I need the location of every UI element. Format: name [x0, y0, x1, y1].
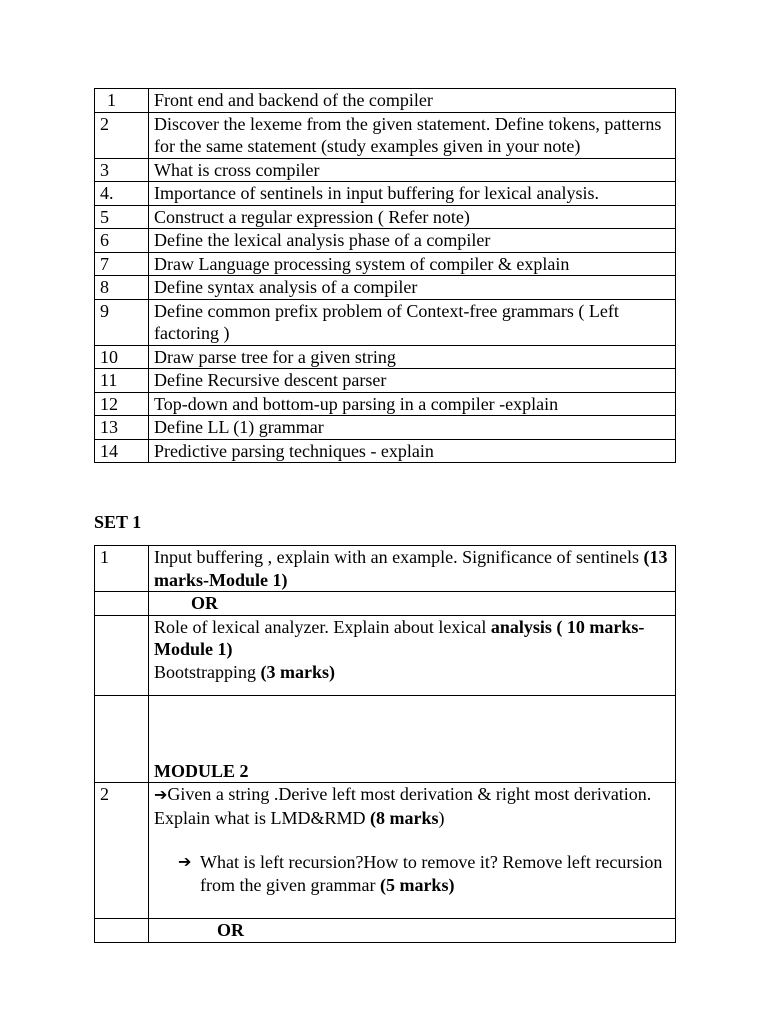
- topic-number: 8: [95, 276, 149, 300]
- question-text: [149, 783, 676, 919]
- topic-text: Importance of sentinels in input buffering for lexical analysis.: [149, 182, 676, 206]
- topic-number: 4.: [95, 182, 149, 206]
- empty-cell: [95, 696, 149, 783]
- question-2-sub-marks: (5 marks): [379, 874, 455, 895]
- topic-number: 14: [95, 439, 149, 463]
- empty-cell: [95, 919, 149, 943]
- question-2-sub-body: What is left recursion?How to remove it? Remove left recursion from the given grammar: [200, 852, 663, 895]
- topic-text: Define the lexical analysis phase of a compiler: [149, 229, 676, 253]
- topic-row: [95, 229, 676, 253]
- or-label: OR: [149, 919, 676, 943]
- arrow-right-icon: ➔: [178, 852, 192, 871]
- question-2-main: [154, 783, 670, 829]
- topic-number: 2: [95, 112, 149, 158]
- arrow-right-icon: ➔: [154, 785, 168, 804]
- question-2-sub-text: [178, 851, 670, 896]
- topic-text: Construct a regular expression ( Refer note): [149, 205, 676, 229]
- question-2-marks: (8 marks: [370, 807, 439, 828]
- topic-number: 3: [95, 158, 149, 182]
- topic-text: Predictive parsing techniques - explain: [149, 439, 676, 463]
- topic-text: Define LL (1) grammar: [149, 416, 676, 440]
- question-text-body: Input buffering , explain with an example. Significance of sentinels: [154, 547, 644, 567]
- topic-text: Define syntax analysis of a compiler: [149, 276, 676, 300]
- topic-number: 10: [95, 345, 149, 369]
- topic-number: 12: [95, 392, 149, 416]
- topic-row: [95, 276, 676, 300]
- topic-number: 11: [95, 369, 149, 393]
- topic-row: [95, 439, 676, 463]
- topics-table-body: [95, 89, 676, 463]
- topic-row: [95, 392, 676, 416]
- alternative-marks: analysis ( 10 marks-Module 1): [154, 616, 645, 659]
- set1-question-2-row: [95, 783, 676, 919]
- question-number: 1: [95, 546, 149, 592]
- topic-row: [95, 158, 676, 182]
- alternative-marks-2: (3 marks): [260, 661, 335, 682]
- set-heading: SET 1: [94, 512, 142, 532]
- empty-cell: [95, 615, 149, 696]
- topic-text: Define Recursive descent parser: [149, 369, 676, 393]
- topic-number: 6: [95, 229, 149, 253]
- topic-text: Front end and backend of the compiler: [149, 89, 676, 113]
- topic-text: Draw Language processing system of compiler & explain: [149, 252, 676, 276]
- alternative-question-text: [149, 615, 676, 696]
- or-label: OR: [149, 592, 676, 616]
- topic-text: Define common prefix problem of Context-free grammars ( Left factoring ): [149, 299, 676, 345]
- topic-text: Top-down and bottom-up parsing in a compiler -explain: [149, 392, 676, 416]
- topic-number: 5: [95, 205, 149, 229]
- question-number: 2: [95, 783, 149, 919]
- topic-row: [95, 345, 676, 369]
- module-cell: [149, 696, 676, 783]
- question-2-marks-close: ): [438, 807, 445, 828]
- topic-row: [95, 182, 676, 206]
- topic-row: [95, 369, 676, 393]
- topics-table: [94, 88, 676, 463]
- alternative-text-c: Bootstrapping: [154, 661, 261, 682]
- set1-or-row: [95, 592, 676, 616]
- set1-question-1-row: [95, 546, 676, 592]
- topic-row: [95, 112, 676, 158]
- topic-number: 1: [95, 89, 149, 113]
- module-label: MODULE 2: [154, 760, 249, 781]
- topic-text: Discover the lexeme from the given statement. Define tokens, patterns for the same statement (study examples given in your note): [149, 112, 676, 158]
- set1-table: [94, 545, 676, 943]
- question-2-sub: [154, 851, 670, 896]
- topic-number: 13: [95, 416, 149, 440]
- topic-text: What is cross compiler: [149, 158, 676, 182]
- topic-number: 9: [95, 299, 149, 345]
- topic-row: [95, 416, 676, 440]
- topic-text: Draw parse tree for a given string: [149, 345, 676, 369]
- topic-number: 7: [95, 252, 149, 276]
- question-marks: (13 marks-Module 1): [154, 547, 668, 590]
- set1-alternative-row: [95, 615, 676, 696]
- topic-row: [95, 205, 676, 229]
- alternative-text-a: Role of lexical analyzer. Explain about lexical: [154, 616, 491, 637]
- set1-or-row-2: [95, 919, 676, 943]
- topic-row: [95, 89, 676, 113]
- question-text: [149, 546, 676, 592]
- empty-cell: [95, 592, 149, 616]
- question-2-text: Given a string .Derive left most derivation & right most derivation. Explain what is LMD&RMD: [154, 784, 652, 828]
- topic-row: [95, 299, 676, 345]
- set1-module-row: [95, 696, 676, 783]
- topic-row: [95, 252, 676, 276]
